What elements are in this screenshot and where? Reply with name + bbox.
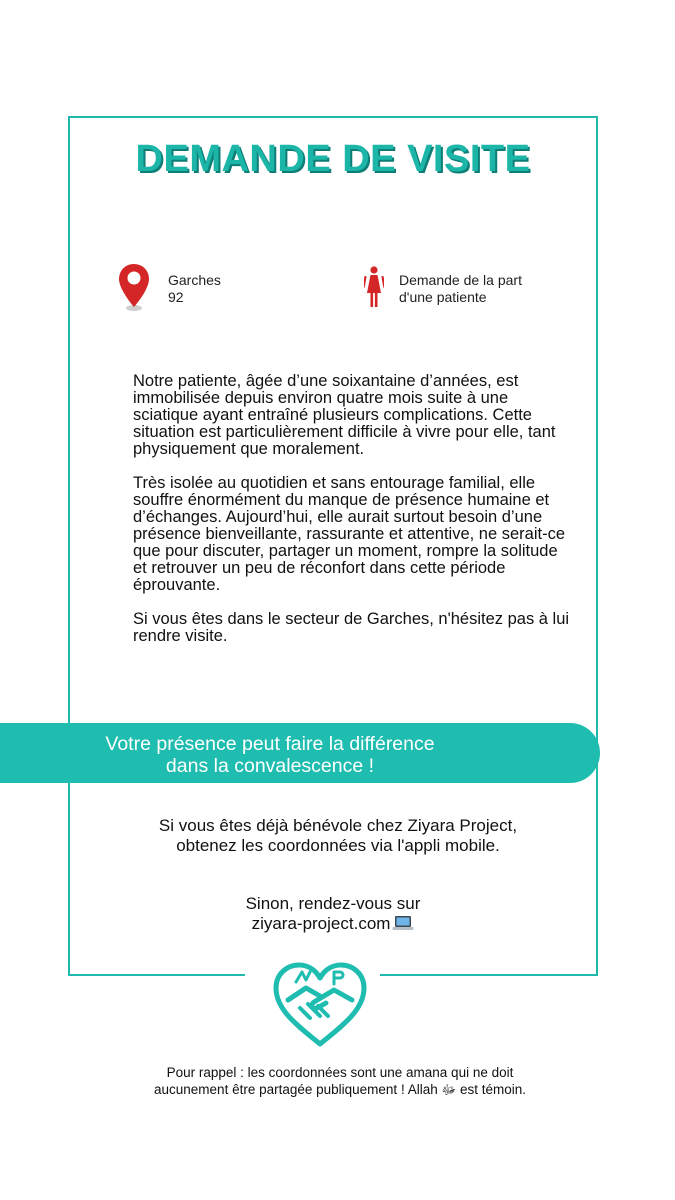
footer-line-2 (60, 1081, 620, 1099)
banner-line-2: dans la convalescence ! (165, 755, 375, 777)
volunteer-info (68, 816, 608, 856)
website-line-2 (68, 914, 598, 934)
map-pin-icon (117, 262, 151, 312)
description-paragraph-2: Très isolée au quotidien et sans entourage familial, elle souffre énormément du manque de présence humaine et d’échanges. Aujourd’hui, elle aurait surtout besoin d’une présence bienveillante, rassurante et attentive, ne serait-ce que pour discuter, partager un moment, rompre la solitude et retrouver un peu de réconfort dans cette période éprouvante. (133, 474, 565, 594)
footer-line-2-end: est témoin. (459, 1082, 526, 1097)
location-city: Garches (168, 272, 221, 288)
footer-line-1: Pour rappel : les coordonnées sont une amana qui ne doit (166, 1065, 514, 1080)
banner-line-1: Votre présence peut faire la différence (105, 733, 435, 755)
footer-reminder (60, 1064, 620, 1099)
request-line-2: d'une patiente (399, 289, 487, 305)
laptop-icon (392, 915, 414, 931)
website-line-1: Sinon, rendez-vous sur (245, 894, 421, 913)
description-paragraph-1: Notre patiente, âgée d’une soixantaine d’années, est immobilisée depuis environ quatre mois suite à une sciatique ayant entraîné plusieurs complications. Cette situation est particulièrement difficile à vivre pour elle, tant physiquement que moralement. (133, 372, 556, 458)
website-link[interactable]: ziyara-project.com (251, 914, 391, 933)
request-block (399, 272, 522, 306)
description (133, 373, 573, 662)
handshake-heart-logo (270, 960, 370, 1050)
banner-text (0, 733, 540, 777)
location-department: 92 (168, 289, 184, 305)
footer-line-2-start: aucunement être partagée publiquement ! Allah (154, 1082, 438, 1097)
volunteer-line-1: Si vous êtes déjà bénévole chez Ziyara Project, (158, 816, 518, 835)
website-info (68, 894, 598, 934)
request-line-1: Demande de la part (399, 272, 522, 288)
location-block (168, 272, 221, 306)
page-title: DEMANDE DE VISITE (135, 138, 531, 180)
jalla-glyph: ﷻ (441, 1083, 457, 1098)
woman-icon (364, 266, 384, 308)
description-paragraph-3: Si vous êtes dans le secteur de Garches, n'hésitez pas à lui rendre visite. (133, 610, 570, 645)
volunteer-line-2: obtenez les coordonnées via l'appli mobile. (176, 836, 500, 855)
